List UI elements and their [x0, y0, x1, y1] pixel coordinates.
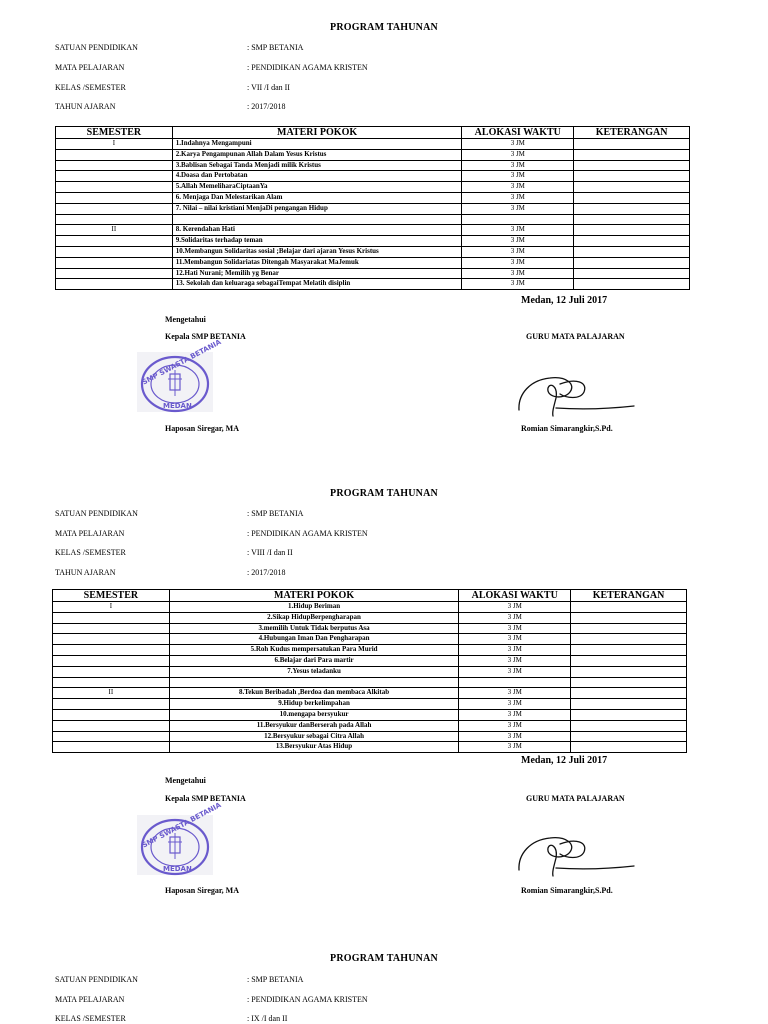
keterangan-cell	[574, 257, 690, 268]
kepala-title: Kepala SMP BETANIA	[165, 794, 246, 803]
waktu-cell: 3 JM	[459, 602, 571, 613]
page-title: PROGRAM TAHUNAN	[330, 488, 438, 499]
table-row	[53, 677, 687, 688]
table-row	[56, 139, 690, 150]
waktu-cell: 3 JM	[459, 742, 571, 753]
waktu-cell: 3 JM	[462, 246, 574, 257]
keterangan-cell	[571, 731, 687, 742]
semester-cell	[53, 699, 170, 710]
page-title: PROGRAM TAHUNAN	[330, 22, 438, 33]
info-label: SATUAN PENDIDIKAN	[55, 975, 138, 984]
keterangan-cell	[571, 699, 687, 710]
keterangan-cell	[574, 149, 690, 160]
date-text: Medan, 12 Juli 2017	[521, 755, 608, 766]
info-value: : SMP BETANIA	[247, 43, 304, 52]
semester-cell: II	[56, 225, 173, 236]
materi-cell: 2.Sikap HidupBerpengharapan	[169, 612, 459, 623]
keterangan-cell	[574, 139, 690, 150]
table-row	[53, 709, 687, 720]
column-header-waktu: ALOKASI WAKTU	[459, 590, 571, 602]
keterangan-cell	[574, 171, 690, 182]
waktu-cell: 3 JM	[459, 731, 571, 742]
svg-text:MEDAN: MEDAN	[163, 402, 192, 410]
program-table	[55, 126, 690, 290]
keterangan-cell	[574, 279, 690, 290]
info-value: : PENDIDIKAN AGAMA KRISTEN	[247, 529, 368, 538]
materi-cell: 6.Belajar dari Para martir	[169, 655, 459, 666]
keterangan-cell	[571, 623, 687, 634]
waktu-cell: 3 JM	[459, 699, 571, 710]
date-text: Medan, 12 Juli 2017	[521, 295, 608, 306]
waktu-cell: 3 JM	[462, 236, 574, 247]
semester-cell	[56, 214, 173, 225]
waktu-cell: 3 JM	[462, 257, 574, 268]
info-label: MATA PELAJARAN	[55, 63, 125, 72]
mengetahui-label: Mengetahui	[165, 776, 206, 785]
semester-cell	[56, 203, 173, 214]
keterangan-cell	[574, 225, 690, 236]
table-row	[53, 666, 687, 677]
keterangan-cell	[571, 677, 687, 688]
column-header-semester: SEMESTER	[53, 590, 170, 602]
info-label: MATA PELAJARAN	[55, 529, 125, 538]
info-value: : PENDIDIKAN AGAMA KRISTEN	[247, 995, 368, 1004]
waktu-cell: 3 JM	[462, 225, 574, 236]
table-row	[56, 246, 690, 257]
table-row	[56, 268, 690, 279]
semester-cell	[53, 634, 170, 645]
column-header-materi: MATERI POKOK	[169, 590, 459, 602]
semester-cell: I	[56, 139, 173, 150]
table-row	[56, 236, 690, 247]
materi-cell: 7. Nilai – nilai kristiani MenjaDi pengangan Hidup	[172, 203, 462, 214]
table-row	[53, 688, 687, 699]
materi-cell: 10.mengapa bersyukur	[169, 709, 459, 720]
info-label: TAHUN AJARAN	[55, 102, 116, 111]
materi-cell: 12.Hati Nurani; Memilih yg Benar	[172, 268, 462, 279]
semester-cell	[53, 731, 170, 742]
semester-cell	[56, 268, 173, 279]
materi-cell: 2.Karya Pengampunan Allah Dalam Yesus Kristus	[172, 149, 462, 160]
waktu-cell: 3 JM	[459, 612, 571, 623]
materi-cell: 11.Membangun Solidariatas Ditengah Masyarakat MaJemuk	[172, 257, 462, 268]
semester-cell	[53, 720, 170, 731]
kepala-name: Haposan Siregar, MA	[165, 886, 240, 895]
table-row	[53, 602, 687, 613]
materi-cell: 6. Menjaga Dan Melestarikan Alam	[172, 192, 462, 203]
table-header-row	[56, 127, 690, 139]
semester-cell	[53, 623, 170, 634]
semester-cell	[53, 666, 170, 677]
table-row	[53, 720, 687, 731]
table-row	[53, 731, 687, 742]
materi-cell: 9.Solidaritas terhadap teman	[172, 236, 462, 247]
waktu-cell: 3 JM	[459, 688, 571, 699]
materi-cell: 3.Bablisan Sebagai Tanda Menjadi milik Kristus	[172, 160, 462, 171]
table-row	[53, 623, 687, 634]
keterangan-cell	[571, 709, 687, 720]
semester-cell	[56, 279, 173, 290]
column-header-keterangan: KETERANGAN	[571, 590, 687, 602]
guru-title: GURU MATA PALAJARAN	[526, 794, 625, 803]
materi-cell: 8. Kerendahan Hati	[172, 225, 462, 236]
info-value: : SMP BETANIA	[247, 509, 304, 518]
keterangan-cell	[571, 666, 687, 677]
materi-cell: 1.Indahnya Mengampuni	[172, 139, 462, 150]
waktu-cell: 3 JM	[459, 720, 571, 731]
info-value: : 2017/2018	[247, 568, 286, 577]
waktu-cell: 3 JM	[459, 645, 571, 656]
svg-text:SMP SWASTA BETANIA: SMP SWASTA BETANIA	[140, 338, 223, 387]
materi-cell: 11.Bersyukur danBerserah pada Allah	[169, 720, 459, 731]
kepala-title: Kepala SMP BETANIA	[165, 332, 246, 341]
keterangan-cell	[571, 602, 687, 613]
column-header-waktu: ALOKASI WAKTU	[462, 127, 574, 139]
info-label: SATUAN PENDIDIKAN	[55, 509, 138, 518]
materi-cell: 5.Allah MemeliharaCiptaanYa	[172, 182, 462, 193]
waktu-cell: 3 JM	[462, 203, 574, 214]
page-title: PROGRAM TAHUNAN	[330, 953, 438, 964]
materi-cell: 13.Bersyukur Atas Hidup	[169, 742, 459, 753]
semester-cell	[53, 677, 170, 688]
waktu-cell: 3 JM	[459, 623, 571, 634]
info-label: SATUAN PENDIDIKAN	[55, 43, 138, 52]
waktu-cell: 3 JM	[459, 666, 571, 677]
info-label: MATA PELAJARAN	[55, 995, 125, 1004]
semester-cell	[53, 742, 170, 753]
semester-cell	[56, 160, 173, 171]
semester-cell: II	[53, 688, 170, 699]
guru-title: GURU MATA PALAJARAN	[526, 332, 625, 341]
table-row	[56, 171, 690, 182]
table-row	[53, 645, 687, 656]
keterangan-cell	[571, 634, 687, 645]
semester-cell: I	[53, 602, 170, 613]
table-row	[56, 182, 690, 193]
waktu-cell: 3 JM	[462, 268, 574, 279]
waktu-cell	[462, 214, 574, 225]
table-row	[53, 634, 687, 645]
semester-cell	[56, 149, 173, 160]
materi-cell: 8.Tekun Beribadah ,Berdoa dan membaca Alkitab	[169, 688, 459, 699]
materi-cell: 5.Roh Kudus mempersatukan Para Murid	[169, 645, 459, 656]
keterangan-cell	[571, 742, 687, 753]
info-value: : VIII /I dan II	[247, 548, 293, 557]
program-table	[52, 589, 687, 753]
info-value: : VII /I dan II	[247, 83, 290, 92]
info-value: : PENDIDIKAN AGAMA KRISTEN	[247, 63, 368, 72]
materi-cell	[169, 677, 459, 688]
guru-name: Romian Simarangkir,S.Pd.	[521, 424, 613, 433]
waktu-cell: 3 JM	[462, 160, 574, 171]
signature-icon	[516, 372, 636, 422]
keterangan-cell	[574, 268, 690, 279]
semester-cell	[53, 645, 170, 656]
svg-text:MEDAN: MEDAN	[163, 865, 192, 873]
info-value: : IX /I dan II	[247, 1014, 288, 1023]
keterangan-cell	[571, 645, 687, 656]
materi-cell: 4.Doasa dan Pertobatan	[172, 171, 462, 182]
guru-name: Romian Simarangkir,S.Pd.	[521, 886, 613, 895]
info-label: KELAS /SEMESTER	[55, 1014, 126, 1023]
semester-cell	[53, 612, 170, 623]
table-row	[53, 655, 687, 666]
semester-cell	[56, 257, 173, 268]
table-row	[53, 742, 687, 753]
waktu-cell: 3 JM	[459, 709, 571, 720]
table-row	[56, 192, 690, 203]
kepala-name: Haposan Siregar, MA	[165, 424, 240, 433]
table-row	[56, 279, 690, 290]
column-header-keterangan: KETERANGAN	[574, 127, 690, 139]
keterangan-cell	[571, 612, 687, 623]
column-header-semester: SEMESTER	[56, 127, 173, 139]
table-row	[56, 203, 690, 214]
table-row	[53, 612, 687, 623]
table-row	[56, 160, 690, 171]
keterangan-cell	[571, 688, 687, 699]
info-label: KELAS /SEMESTER	[55, 548, 126, 557]
semester-cell	[56, 182, 173, 193]
waktu-cell	[459, 677, 571, 688]
table-row	[56, 257, 690, 268]
svg-text:SMP SWASTA BETANIA: SMP SWASTA BETANIA	[140, 801, 223, 850]
mengetahui-label: Mengetahui	[165, 315, 206, 324]
info-value: : SMP BETANIA	[247, 975, 304, 984]
waktu-cell: 3 JM	[462, 279, 574, 290]
waktu-cell: 3 JM	[459, 655, 571, 666]
table-row	[53, 699, 687, 710]
semester-cell	[53, 655, 170, 666]
table-row	[56, 149, 690, 160]
keterangan-cell	[574, 236, 690, 247]
info-value: : 2017/2018	[247, 102, 286, 111]
waktu-cell: 3 JM	[462, 139, 574, 150]
semester-cell	[56, 171, 173, 182]
materi-cell: 4.Hubungan Iman Dan Pengharapan	[169, 634, 459, 645]
keterangan-cell	[574, 246, 690, 257]
signature-icon	[516, 832, 636, 882]
table-header-row	[53, 590, 687, 602]
column-header-materi: MATERI POKOK	[172, 127, 462, 139]
semester-cell	[53, 709, 170, 720]
waktu-cell: 3 JM	[462, 149, 574, 160]
materi-cell: 13. Sekolah dan keluaraga sebagaiTempat Melatih disiplin	[172, 279, 462, 290]
keterangan-cell	[574, 182, 690, 193]
materi-cell	[172, 214, 462, 225]
waktu-cell: 3 JM	[462, 192, 574, 203]
info-label: TAHUN AJARAN	[55, 568, 116, 577]
materi-cell: 12.Bersyukur sebagai Citra Allah	[169, 731, 459, 742]
school-stamp-icon	[137, 338, 223, 412]
materi-cell: 10.Membangun Solidaritas sosial ;Belajar dari ajaran Yesus Kristus	[172, 246, 462, 257]
keterangan-cell	[574, 214, 690, 225]
waktu-cell: 3 JM	[462, 171, 574, 182]
keterangan-cell	[574, 160, 690, 171]
keterangan-cell	[574, 203, 690, 214]
table-row	[56, 225, 690, 236]
school-stamp-icon	[137, 801, 223, 875]
materi-cell: 3.memilih Untuk Tidak berputus Asa	[169, 623, 459, 634]
keterangan-cell	[571, 720, 687, 731]
info-label: KELAS /SEMESTER	[55, 83, 126, 92]
keterangan-cell	[571, 655, 687, 666]
keterangan-cell	[574, 192, 690, 203]
semester-cell	[56, 236, 173, 247]
semester-cell	[56, 246, 173, 257]
materi-cell: 7.Yesus teladanku	[169, 666, 459, 677]
materi-cell: 9.Hidup berkelimpahan	[169, 699, 459, 710]
waktu-cell: 3 JM	[459, 634, 571, 645]
table-row	[56, 214, 690, 225]
semester-cell	[56, 192, 173, 203]
materi-cell: 1.Hidup Beriman	[169, 602, 459, 613]
waktu-cell: 3 JM	[462, 182, 574, 193]
